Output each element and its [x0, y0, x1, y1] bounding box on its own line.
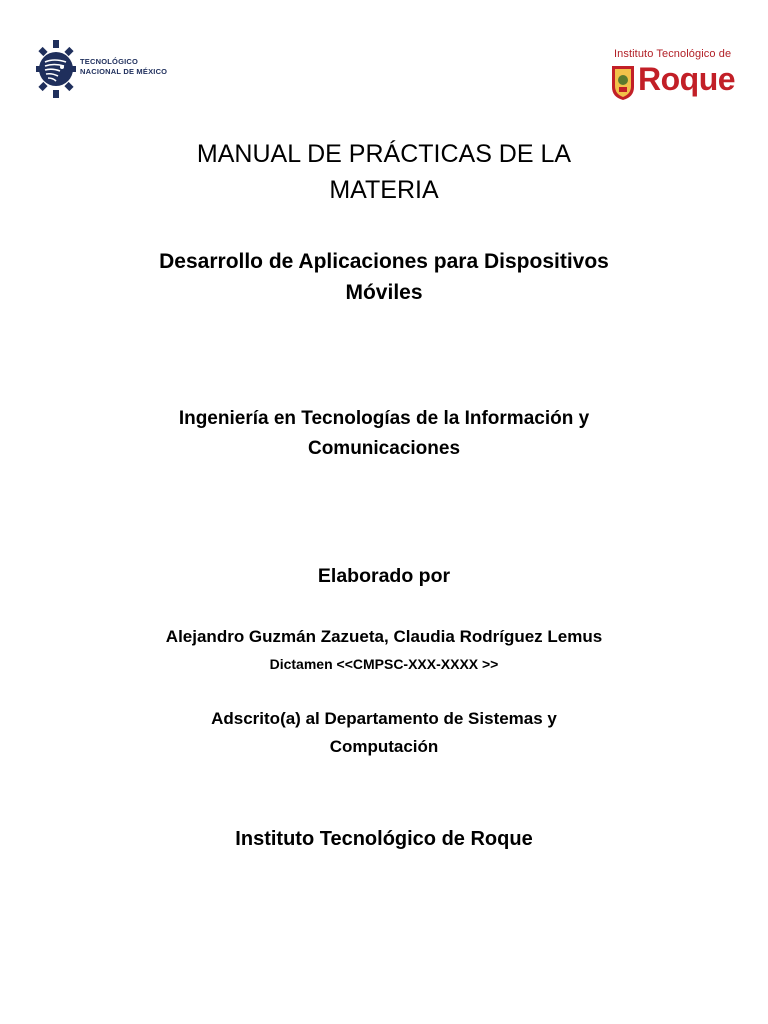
- roque-logo-superscript: Instituto Tecnológico de: [614, 48, 732, 60]
- tecnm-line2: NACIONAL DE MÉXICO: [80, 67, 168, 76]
- tecnm-logo-icon: [34, 36, 78, 102]
- title-line-1: MANUAL DE PRÁCTICAS DE LA: [196, 140, 572, 168]
- department-line-1: Adscrito(a) al Departamento de Sistemas y: [211, 709, 557, 728]
- roque-logo: [608, 44, 734, 104]
- authors: Alejandro Guzmán Zazueta, Claudia Rodríguez Lemus: [165, 627, 603, 646]
- career-line-2: Comunicaciones: [307, 438, 461, 459]
- subject-line-2: Móviles: [345, 281, 423, 304]
- department: [0, 705, 768, 761]
- elaborated-by-heading: Elaborado por: [317, 565, 451, 587]
- career-line-1: Ingeniería en Tecnologías de la Información y: [178, 408, 590, 429]
- roque-crest-icon: [610, 63, 636, 101]
- tecnm-logo: [34, 36, 184, 102]
- roque-logo-name: Roque: [638, 61, 736, 97]
- document-title: [0, 136, 768, 208]
- subject-line-1: Desarrollo de Aplicaciones para Dispositivos: [159, 250, 609, 273]
- career-name: [0, 404, 768, 464]
- subject-name: [0, 246, 768, 308]
- tecnm-logo-text: [80, 57, 167, 77]
- department-line-2: Computación: [329, 737, 439, 756]
- dictamen-code: Dictamen <<CMPSC-XXX-XXXX >>: [269, 656, 499, 672]
- title-line-2: MATERIA: [329, 176, 439, 204]
- institution-name: Instituto Tecnológico de Roque: [235, 828, 533, 850]
- tecnm-line1: TECNOLÓGICO: [80, 57, 139, 66]
